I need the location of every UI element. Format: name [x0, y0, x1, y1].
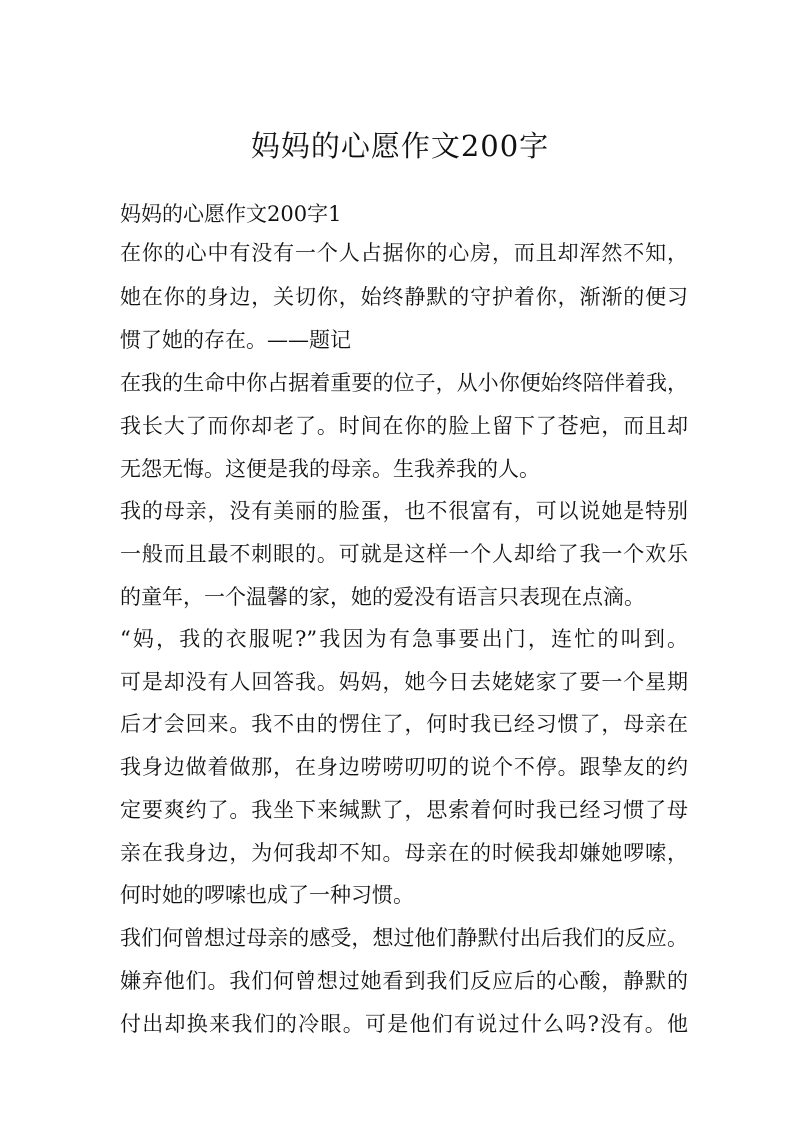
text-line: 付出却换来我们的冷眼。可是他们有说过什么吗?没有。他: [120, 1012, 688, 1036]
text-line: 我的母亲，没有美丽的脸蛋，也不很富有，可以说她是特别: [120, 499, 688, 523]
text-line: 何时她的啰嗦也成了一种习惯。: [120, 883, 414, 907]
text-line: 在我的生命中你占据着重要的位子，从小你便始终陪伴着我，: [120, 371, 688, 395]
essay-subtitle: 妈妈的心愿作文200字1: [120, 202, 342, 226]
document-title: 妈妈的心愿作文200字: [250, 129, 550, 163]
text-line: 亲在我身边，为何我却不知。母亲在的时候我却嫌她啰嗦，: [120, 841, 688, 865]
text-line: 她在你的身边，关切你，始终静默的守护着你，渐渐的便习: [120, 285, 688, 309]
text-line: 我身边做着做那，在身边唠唠叨叨的说个不停。跟挚友的约: [120, 755, 688, 779]
text-line: 的童年，一个温馨的家，她的爱没有语言只表现在点滴。: [120, 585, 645, 609]
text-line: 嫌弃他们。我们何曾想过她看到我们反应后的心酸，静默的: [120, 969, 688, 993]
text-line: 我长大了而你却老了。时间在你的脸上留下了苍疤，而且却: [120, 414, 688, 438]
text-line: 惯了她的存在。——题记: [120, 328, 351, 352]
text-line: 我们何曾想过母亲的感受，想过他们静默付出后我们的反应。: [120, 926, 688, 950]
text-line: 后才会回来。我不由的愣住了，何时我已经习惯了，母亲在: [120, 712, 688, 736]
text-line: 定要爽约了。我坐下来缄默了，思索着何时我已经习惯了母: [120, 798, 688, 822]
text-line: 可是却没有人回答我。妈妈，她今日去姥姥家了要一个星期: [120, 670, 688, 694]
text-line: 在你的心中有没有一个人占据你的心房，而且却浑然不知，: [120, 241, 688, 265]
text-line: 一般而且最不刺眼的。可就是这样一个人却给了我一个欢乐: [120, 542, 688, 566]
text-line: “妈，我的衣服呢?”我因为有急事要出门，连忙的叫到。: [120, 627, 688, 651]
text-line: 无怨无悔。这便是我的母亲。生我养我的人。: [120, 457, 540, 481]
